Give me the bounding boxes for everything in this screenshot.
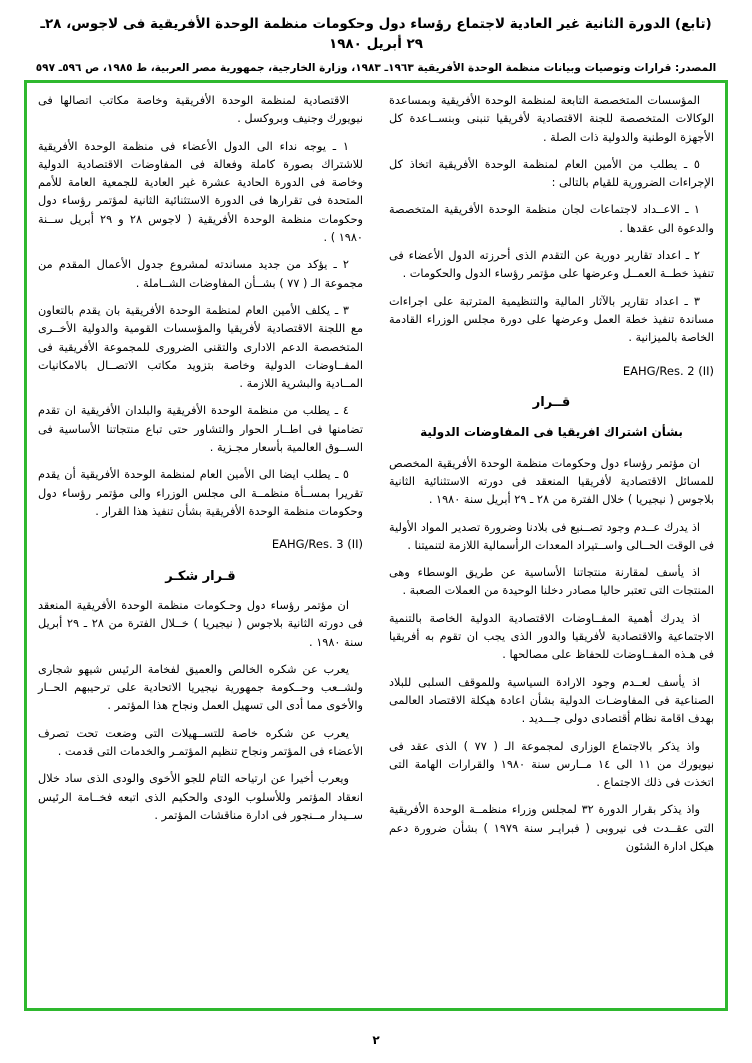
- paragraph: ٢ ـ يؤكد من جديد مساندته لمشروع جدول الأعمال المقدم من مجموعة الـ ( ٧٧ ) بشــأن المفاوضات الشــاملة .: [38, 258, 363, 290]
- column-right: [389, 92, 714, 1001]
- paragraph: اذ يدرك أهمية المفــاوضات الاقتصادية الدولية الخاصة بالتنمية الاجتماعية والاقتصادية لأفريقيا والدور الذى يجب ان تقوم به أفريقيا فى هـذه المفــاوضات للحفاظ على مصالحها .: [389, 611, 714, 662]
- resolution-label: EAHG/Res. 2 (II): [622, 363, 714, 378]
- resolution-title: قـرار شكـر: [165, 568, 236, 584]
- paragraph: ٤ ـ يطلب من منظمة الوحدة الأفريقية والبلدان الأفريقية ان تقدم تضامنها فى اطــار الحوار والتشاور حتى تباع منتجاتنا الأساسية فى الســوق العالمية بأسعار مجـزية .: [38, 404, 363, 455]
- page-number: ٢: [372, 1033, 380, 1047]
- paragraph: ٣ ـ يكلف الأمين العام لمنظمة الوحدة الأفريقية بان يقدم بالتعاون مع اللجنة الاقتصادية لأفريقيا والمؤسسات القومية والدولية الأخــرى المتخصصة الدعم الادارى والتقنى الضرورى للمجموعة الأفريقية فى المفــاوضات الدولية وخاصة بتزويد مكاتب الاتصــال بالامكانيات المــادية والبشرية اللازمة .: [38, 303, 363, 391]
- paragraph: اذ يأسف لعــدم وجود الارادة السياسية وللموقف السلبى للبلاد الصناعية فى المفاوضـات الدولية بشأن اعادة هيكلة الاقتصاد العالمى بهدف اقامة نظام أقتصادى دولى جـــديد .: [389, 675, 714, 726]
- paragraph: ويعرب أخيرا عن ارتياحه التام للجو الأخوى والودى الذى ساد خلال انعقاد المؤتمر وللأسلوب الودى والحكيم الذى اتبعه فخــامة الرئيس ســيدار مــنجور فى ادارة مناقشات المؤتمر .: [38, 772, 363, 822]
- text-columns: [38, 92, 714, 1001]
- paragraph: ان مؤتمر رؤساء دول وحكومات منظمة الوحدة الأفريقية المخصص للمسائل الاقتصادية لأفريقيا المنعقد فى دورته الاستثنائية الثانية بلاجوس ( نيجيريا ) خلال الفترة من ٢٨ ـ ٢٩ أبريل سنة ١٩٨٠ .: [389, 456, 714, 507]
- paragraph: ١ ـ الاعــداد لاجتماعات لجان منظمة الوحدة الأفريقية المتخصصة والدعوة الى عقدها .: [389, 203, 714, 235]
- resolution-subtitle: بشأن اشتراك افريقيا فى المفاوضات الدولية: [420, 425, 683, 440]
- paragraph: اذ يدرك عــدم وجود تصــنيع فى بلادنا وضرورة تصدير المواد الأولية فى الوقت الحــالى واســتيراد المعدات الرأسمالية اللازمة لتنميتنا .: [389, 520, 714, 552]
- paragraph: ان مؤتمر رؤساء دول وحـكومات منظمة الوحدة الأفريقية المنعقد فى دورته الثانية بلاجوس ( نيجيريا ) خــلال الفترة من ٢٨ ـ ٢٩ أبريل سنة ١٩٨٠ .: [38, 598, 363, 649]
- paragraph: المؤسسات المتخصصة التابعة لمنظمة الوحدة الأفريقية وبمساعدة الوكالات المتخصصة للجنة الاقتصادية لأفريقيا تنبنى وبنســاعدة كل الأجهزة الوطنية والدولية ذات الصلة .: [389, 94, 714, 144]
- paragraph: ١ ـ يوجه نداء الى الدول الأعضاء فى منظمة الوحدة الأفريقية للاشتراك بصورة كاملة وفعالة فى المفاوضات الاقتصادية الدولية وخاصة فى الدورة الحادية عشرة غير العادية للجمعية العامة للأمم المتحدة فى تقرارها فى الدورة الاستثنائية الثانية لمؤتمر رؤساء دول وحكومات منظمة الوحدة الأفريقية ( لاجوس ٢٨ و ٢٩ أبريل ســنة ١٩٨٠ ) .: [38, 139, 364, 245]
- paragraph: واذ يذكر بالاجتماع الوزارى لمجموعة الـ ( ٧٧ ) الذى عقد فى نيويورك من ١١ الى ١٤ مــارس سنة ١٩٨٠ والقرارات الهامة التى اتخذت فى ذلك الاجتماع .: [389, 739, 715, 790]
- paragraph: واذ يذكر بقرار الدورة ٣٢ لمجلس وزراء منظمــة الوحدة الأفريقية التى عقــدت فى نيروبى ( فبرايـر سنة ١٩٧٩ ) بشأن ضرورة دعم هيكل ادارة الشئون: [389, 803, 714, 854]
- paragraph: ٢ ـ اعداد تقارير دورية عن التقدم الذى أحرزته الدول الأعضاء فى تنفيذ خطــة العمــل وعرضها على مؤتمر رؤساء الدول والحكومات .: [389, 249, 714, 281]
- paragraph: ٥ ـ يطلب من الأمين العام لمنظمة الوحدة الأفريقية اتخاذ كل الإجراءات الضرورية للقيام بالتالى :: [389, 157, 714, 190]
- page-title: (تابع) الدورة الثانية غير العادية لاجتماع رؤساء دول وحكومات منظمة الوحدة الأفريقية فى لاجوس، ٢٨ـ ٢٩ أبريل ١٩٨٠: [40, 16, 712, 53]
- paragraph: ٣ ـ اعداد تقارير بالآثار المالية والتنظيمية المترتبة على اجراءات مساندة تنفيذ خطة العمل وعرضها على دورة مجلس الوزراء القادمة الخاصة بالميزانية .: [389, 294, 714, 345]
- paragraph: الاقتصادية لمنظمة الوحدة الأفريقية وخاصة مكاتب اتصالها فى نيويورك وجنيف وبروكسل .: [38, 94, 363, 126]
- resolution-title: قــرار: [532, 395, 571, 411]
- paragraph: ٥ ـ يطلب ايضا الى الأمين العام لمنظمة الوحدة الأفريقية أن يقدم تقريرا بمســأة منظمــة الى مجلس الوزراء والى مؤتمر رؤساء دول وحكومات منظمة الوحدة الأفريقية بشأن تنفيذ هذا القرار .: [38, 468, 363, 518]
- source-line: المصدر: قرارات وتوصيات وبيانات منظمة الوحدة الأفريقية ١٩٦٣ـ ١٩٨٣، وزارة الخارجية، جمهورية مصر العربية، ط ١٩٨٥، ص ٥٩٦ـ ٥٩٧: [35, 61, 717, 74]
- paragraph: يعرب عن شكره الخالص والعميق لفخامة الرئيس شيهو شجارى ولشــعب وحــكومة جمهورية نيجيريا الاتحادية على ترحيبهم الحــار والأخوى مما أدى الى تسهيل العمل ونجاح هذا المؤتمر .: [38, 662, 363, 713]
- column-left: [38, 92, 363, 1001]
- paragraph: اذ يأسف لمقارنة منتجاتنا الأساسية عن طريق الوسطاء وهى المنتجات التى تعتبر حاليا مصادر دخلنا الوحيدة من العملات الصعبة .: [389, 566, 714, 598]
- document-header: [0, 0, 752, 75]
- paragraph: يعرب عن شكره خاصة للتســهيلات التى وضعت تحت تصرف الأعضاء فى المؤتمر ونجاح تنظيم المؤتمـر والخدمات التى قدمت .: [38, 726, 363, 758]
- resolution-label: EAHG/Res. 3 (II): [271, 537, 363, 552]
